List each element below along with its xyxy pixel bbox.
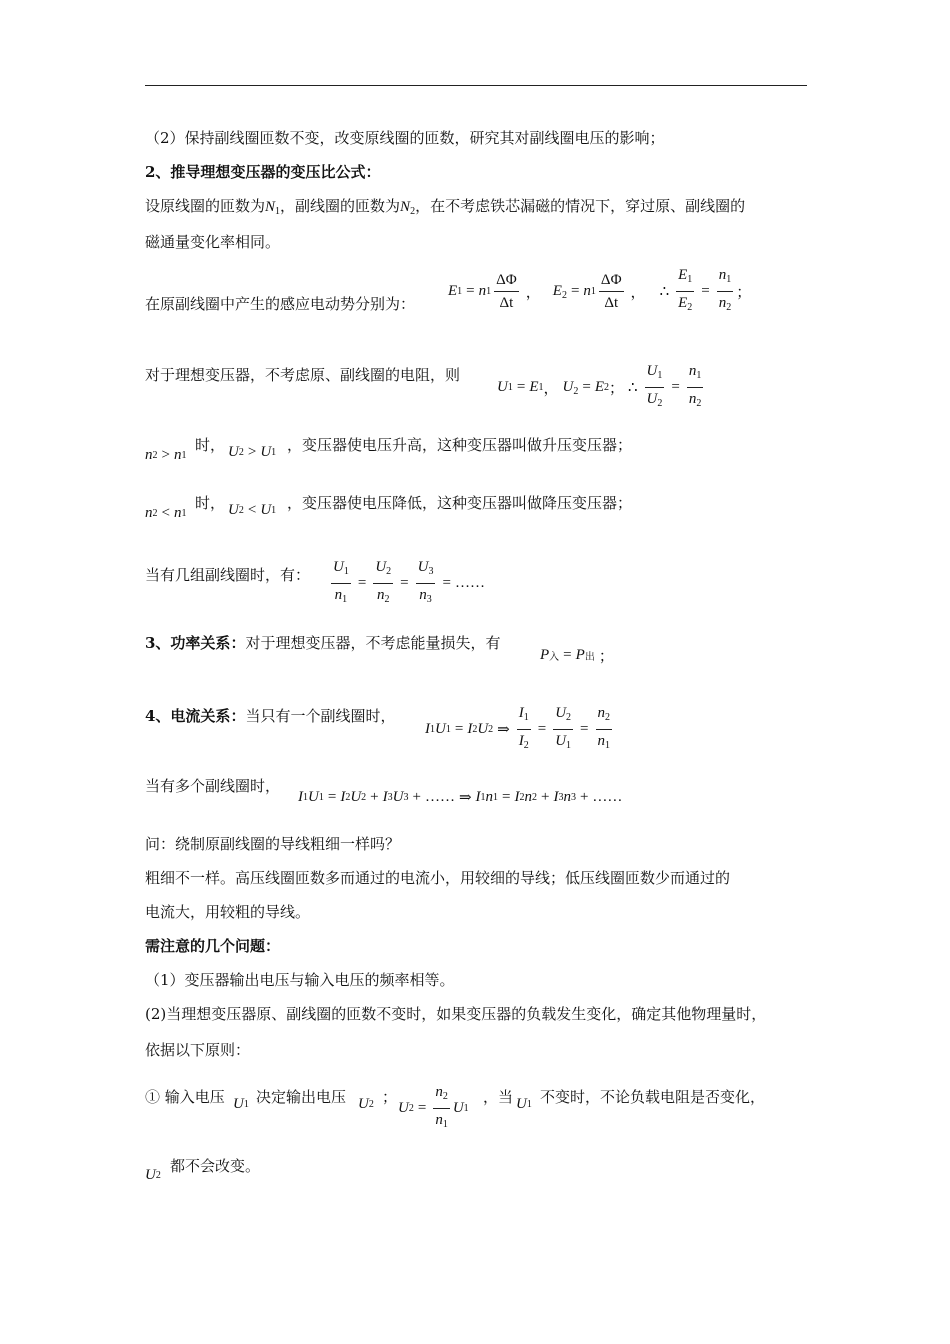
emf-text: 在原副线圈中产生的感应电动势分别为： [145, 295, 416, 313]
question: 问：绕制原副线圈的导线粗细一样吗？ [145, 835, 401, 853]
step-up-text: ，变压器使电压升高，这种变压器叫做升压变压器； [287, 436, 633, 454]
step-down-text: ，变压器使电压降低，这种变压器叫做降压变压器； [287, 494, 633, 512]
rule-1-part-f: 都不会改变。 [170, 1157, 261, 1175]
rule-1-u1: U 1 [233, 1096, 249, 1112]
rule-1-u1-b: U 1 [516, 1096, 532, 1112]
rule-1-part-b: 决定输出电压 [256, 1088, 347, 1106]
step-up-condition: n 2 > n 1 [145, 447, 187, 463]
step-up-result: U 2 > U 1 [228, 444, 277, 460]
multi-text: 当有几组副线圈时，有： [145, 566, 311, 584]
answer-line2: 电流大，用较粗的导线。 [145, 903, 311, 921]
note-1: （1）变压器输出电压与输入电压的频率相等。 [145, 971, 455, 989]
power-formula: P 入 = P 出 ； [540, 647, 614, 665]
ideal-text: 对于理想变压器，不考虑原、副线圈的电阻，则 [145, 366, 461, 384]
multi-voltage-formula: $\frac{U_1}{n_1}$ = $\frac{U_2}{n_2}$ = $\frac{U_3}{n_3}$ = …… [333, 559, 485, 605]
rule-1-part-c: ； [382, 1088, 398, 1106]
header-rule [145, 85, 807, 86]
step-up-when: 时， [195, 436, 226, 454]
multi-current-text: 当有多个副线圈时， [145, 777, 281, 795]
paragraph-turns-line2: 磁通量变化率相同。 [145, 233, 281, 251]
rule-1-u2: U 2 [358, 1096, 374, 1112]
rule-1-formula: U 2 = $\frac{n_2}{n_1}$ U 1 [398, 1084, 469, 1130]
note-2-line1: (2)当理想变压器原、副线圈的匝数不变时，如果变压器的负载发生变化，确定其他物理量时， [145, 1005, 767, 1023]
rule-1-part-e: 不变时，不论负载电阻是否变化， [540, 1088, 766, 1106]
answer-line1: 粗细不一样。高压线圈匝数多而通过的电流小，用较细的导线；低压线圈匝数少而通过的 [145, 869, 731, 887]
voltage-formulas: U 1 = E 1 ， $U_2$ = E 2 ； ∴ $\frac{U_1}{U_2}$ = $\frac{n_1}{n_2}$ [497, 363, 702, 409]
paragraph-line1: （2）保持副线圈匝数不变，改变原线圈的匝数，研究其对副线圈电压的影响； [145, 129, 665, 147]
paragraph-turns: 设原线圈的匝数为$N_1$，副线圈的匝数为$N_2$，在不考虑铁芯漏磁的情况下，穿过原、副线圈的 [145, 197, 746, 217]
multi-current-formula: I 1 U 1 = I 2 U 2 + I 3 U 3 + …… ⇒ I 1 n 1 = I 2 n 2 + I 3 n 3 + …… [298, 789, 623, 806]
rule-1-u2-b: U 2 [145, 1167, 161, 1183]
rule-1-part-a: ① 输入电压 [145, 1088, 225, 1106]
step-down-when: 时， [195, 494, 226, 512]
note-2-line2: 依据以下原则： [145, 1041, 251, 1059]
heading-notes: 需注意的几个问题： [145, 937, 281, 955]
step-down-result: U 2 < U 1 [228, 502, 277, 518]
emf-formulas: E 1 = n 1 ΔΦ Δt ， $E_2$ = n 1 ΔΦ Δt ， ∴ $\frac{E_1}{E_2}$ = $\frac{n_1}{n_2}$ ； [448, 267, 752, 313]
rule-1-part-d: ，当 [483, 1088, 514, 1106]
heading-2: 2、推导理想变压器的变压比公式： [145, 163, 381, 181]
power-line: 3、功率关系：对于理想变压器，不考虑能量损失，有 [145, 634, 501, 652]
step-down-condition: n 2 < n 1 [145, 505, 187, 521]
current-formula: I 1 U 1 = I 2 U 2 ⇒ $\frac{I_1}{I_2}$ = $\frac{U_2}{U_1}$ = $\frac{n_2}{n_1}$ [425, 705, 611, 751]
current-line: 4、电流关系：当只有一个副线圈时， [145, 707, 396, 725]
